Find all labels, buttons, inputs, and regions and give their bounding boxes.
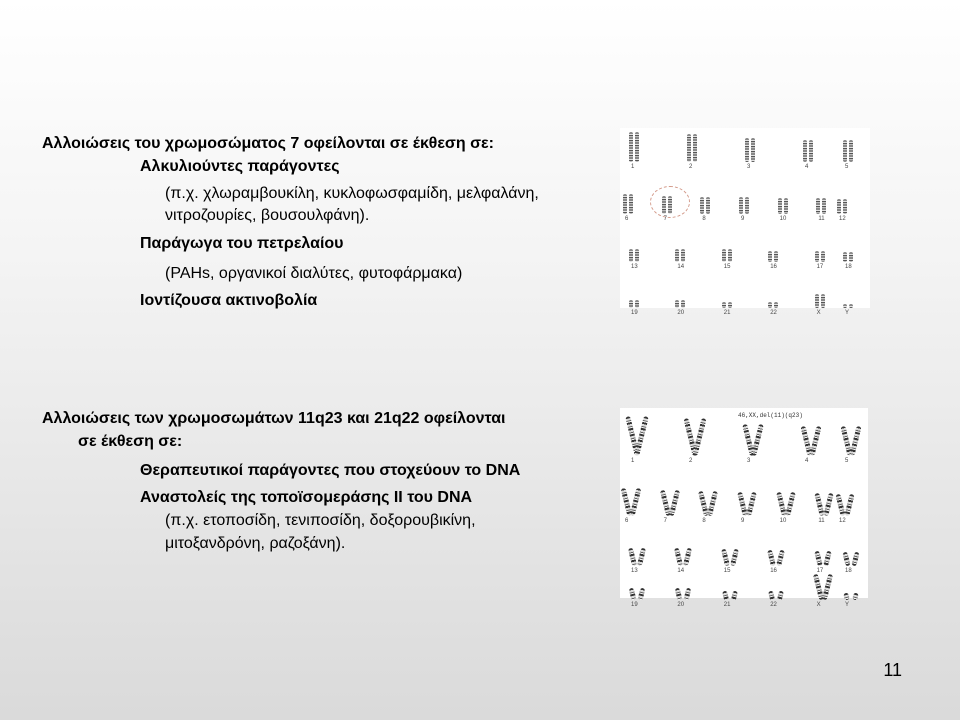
section1-item1-example-line1: (π.χ. χλωραμβουκίλη, κυκλοφωσφαμίδη, μελφαλάνη, xyxy=(165,185,539,202)
chromosome-pair xyxy=(836,184,848,222)
section2-item-dna-targeting: Θεραπευτικοί παράγοντες που στοχεύουν το DNA xyxy=(140,462,521,479)
chromosome-pair xyxy=(767,278,779,316)
chromosome xyxy=(681,249,685,262)
chromosome-pair xyxy=(674,278,686,316)
chromosome-pair xyxy=(836,476,854,524)
chromosome xyxy=(731,591,738,601)
chromosome xyxy=(669,490,680,516)
chromosome-pair xyxy=(814,560,832,608)
chromosome xyxy=(843,252,847,262)
chromosome xyxy=(778,198,782,214)
chromosome xyxy=(638,588,646,601)
chromosome xyxy=(751,138,755,162)
chromosome-pair xyxy=(661,184,673,222)
chromosome-number-label: 15 xyxy=(723,568,731,574)
chromosome-number-label: 1 xyxy=(631,164,635,170)
chromosome xyxy=(843,140,847,162)
chromosome-number-label: 14 xyxy=(677,264,685,270)
chromosome-number-label: 1 xyxy=(631,458,635,464)
chromosome-pair xyxy=(842,232,854,270)
karyotype-chromosome7-image xyxy=(620,128,870,316)
chromosome xyxy=(844,494,854,517)
chromosome-number-label: Y xyxy=(845,310,850,316)
chromosome-pair xyxy=(622,476,640,524)
chromosome-pair xyxy=(802,416,820,464)
chromosome xyxy=(843,199,847,214)
chromosome xyxy=(803,140,807,162)
chromosome xyxy=(849,140,853,162)
chromosome xyxy=(629,300,633,308)
chromosome-pair xyxy=(777,184,789,222)
chromosome-number-label: 7 xyxy=(663,216,667,222)
chromosome-pair xyxy=(744,416,762,464)
chromosome-number-label: 16 xyxy=(770,264,777,270)
chromosome xyxy=(809,426,821,456)
chromosome xyxy=(774,251,778,262)
chromosome xyxy=(852,592,859,600)
section1-item2-example: (PAHs, οργανικοί διαλύτες, φυτοφάρμακα) xyxy=(165,265,463,282)
chromosome xyxy=(700,197,704,214)
chromosome-pair xyxy=(738,184,750,222)
chromosome-number-label: 7 xyxy=(663,518,667,524)
chromosome-pair xyxy=(628,560,646,608)
chromosome-pair xyxy=(661,476,679,524)
chromosome xyxy=(635,249,639,262)
chromosome-number-label: 9 xyxy=(741,216,745,222)
chromosome xyxy=(849,426,861,456)
chromosome-pair xyxy=(628,278,640,316)
chromosome xyxy=(684,588,692,601)
chromosome-pair xyxy=(842,278,854,316)
section2-heading-line2: σε έκθεση σε: xyxy=(78,433,183,450)
chromosome-pair xyxy=(628,132,640,170)
chromosome-pair xyxy=(674,232,686,270)
chromosome-number-label: 6 xyxy=(625,216,629,222)
karyotype2-label: 46,XX,del(11)(q23) xyxy=(738,412,803,419)
chromosome xyxy=(837,199,841,214)
chromosome-pair xyxy=(699,476,717,524)
chromosome-pair xyxy=(622,184,634,222)
chromosome xyxy=(635,132,639,162)
chromosome xyxy=(629,588,637,601)
chromosome xyxy=(728,249,732,262)
chromosome xyxy=(630,488,642,516)
chromosome-number-label: 10 xyxy=(779,518,787,524)
page-number: 11 xyxy=(883,660,902,680)
chromosome xyxy=(692,418,706,456)
chromosome-pair xyxy=(767,232,779,270)
chromosome xyxy=(816,198,820,214)
chromosome-number-label: 22 xyxy=(770,602,777,608)
section2-example-line1: (π.χ. ετοποσίδη, τενιποσίδη, δοξορουβικίνη, xyxy=(165,512,476,529)
chromosome xyxy=(777,591,784,601)
chromosome xyxy=(822,198,826,214)
chromosome xyxy=(785,492,796,516)
chromosome-pair xyxy=(721,278,733,316)
chromosome-number-label: Y xyxy=(845,602,850,608)
chromosome-number-label: 16 xyxy=(770,568,777,574)
chromosome xyxy=(815,251,819,262)
chromosome xyxy=(662,196,666,214)
chromosome xyxy=(722,249,726,262)
chromosome-pair xyxy=(802,132,814,170)
chromosome-number-label: 8 xyxy=(702,216,706,222)
chromosome-pair xyxy=(744,132,756,170)
chromosome-pair xyxy=(699,184,711,222)
section1-heading: Αλλοιώσεις του χρωμοσώματος 7 οφείλονται σε έκθεση σε: xyxy=(42,135,494,152)
chromosome xyxy=(629,194,633,214)
chromosome-pair xyxy=(842,560,860,608)
karyotype-11q23-deletion-image xyxy=(620,408,868,608)
chromosome xyxy=(675,588,683,601)
chromosome-pair xyxy=(721,560,739,608)
chromosome xyxy=(751,424,764,456)
chromosome-number-label: X xyxy=(816,310,821,316)
chromosome-number-label: 21 xyxy=(723,602,731,608)
chromosome-number-label: 20 xyxy=(677,602,685,608)
chromosome-number-label: 2 xyxy=(689,164,693,170)
chromosome xyxy=(739,197,743,214)
chromosome xyxy=(821,251,825,262)
chromosome-number-label: 19 xyxy=(631,310,638,316)
chromosome xyxy=(722,302,726,308)
chromosome-number-label: 17 xyxy=(816,264,824,270)
chromosome xyxy=(784,198,788,214)
chromosome-pair xyxy=(842,416,860,464)
chromosome-number-label: 4 xyxy=(805,164,809,170)
chromosome-number-label: 6 xyxy=(625,518,629,524)
chromosome xyxy=(822,574,833,600)
chromosome-number-label: 2 xyxy=(689,458,693,464)
chromosome-pair xyxy=(686,416,704,464)
chromosome-pair xyxy=(686,132,698,170)
chromosome-number-label: 18 xyxy=(845,568,852,574)
chromosome-number-label: 12 xyxy=(839,518,846,524)
chromosome-number-label: 3 xyxy=(747,164,751,170)
section1-item-radiation: Ιοντίζουσα ακτινοβολία xyxy=(140,292,318,309)
chromosome xyxy=(849,304,853,308)
chromosome-number-label: 21 xyxy=(723,310,731,316)
chromosome-number-label: 19 xyxy=(631,602,638,608)
chromosome xyxy=(681,300,685,308)
chromosome xyxy=(728,302,732,308)
chromosome-pair xyxy=(815,476,833,524)
chromosome xyxy=(768,591,775,601)
chromosome xyxy=(821,294,825,308)
chromosome xyxy=(815,294,819,308)
chromosome xyxy=(635,300,639,308)
section1-item1-example-line2: νιτροζουρίες, βουσουλφάνη). xyxy=(165,207,370,224)
chromosome xyxy=(768,251,772,262)
chromosome xyxy=(675,249,679,262)
chromosome-number-label: 10 xyxy=(779,216,787,222)
chromosome-number-label: 14 xyxy=(677,568,685,574)
chromosome-number-label: 4 xyxy=(805,458,809,464)
chromosome-number-label: 5 xyxy=(845,164,849,170)
chromosome xyxy=(843,304,847,308)
chromosome xyxy=(843,592,850,600)
chromosome-number-label: 13 xyxy=(631,264,638,270)
chromosome-pair xyxy=(628,416,646,464)
section2-example-line2: μιτοξανδρόνη, ραζοξάνη). xyxy=(165,535,346,552)
chromosome-number-label: 8 xyxy=(702,518,706,524)
chromosome xyxy=(707,491,718,516)
section2-item-topoisomerase: Αναστολείς της τοποϊσομεράσης II του DNA xyxy=(140,489,473,506)
chromosome xyxy=(629,249,633,262)
chromosome-number-label: 15 xyxy=(723,264,731,270)
chromosome-number-label: 3 xyxy=(747,458,751,464)
chromosome xyxy=(746,492,757,516)
chromosome xyxy=(687,134,691,162)
chromosome-number-label: 18 xyxy=(845,264,852,270)
chromosome-number-label: X xyxy=(816,602,821,608)
chromosome xyxy=(745,197,749,214)
chromosome-number-label: 13 xyxy=(631,568,638,574)
chromosome-pair xyxy=(842,132,854,170)
chromosome-pair xyxy=(767,560,785,608)
chromosome-pair xyxy=(777,476,795,524)
chromosome-number-label: 17 xyxy=(816,568,824,574)
chromosome-pair xyxy=(814,232,826,270)
chromosome xyxy=(634,416,649,456)
chromosome-number-label: 5 xyxy=(845,458,849,464)
chromosome xyxy=(745,138,749,162)
chromosome-pair xyxy=(814,278,826,316)
chromosome xyxy=(774,302,778,308)
chromosome-number-label: 11 xyxy=(818,216,825,222)
chromosome xyxy=(668,196,672,214)
chromosome xyxy=(693,134,697,162)
chromosome-number-label: 22 xyxy=(770,310,777,316)
chromosome xyxy=(768,302,772,308)
chromosome xyxy=(629,132,633,162)
section1-item-petroleum: Παράγωγα του πετρελαίου xyxy=(140,235,344,252)
chromosome-pair xyxy=(738,476,756,524)
chromosome-number-label: 12 xyxy=(839,216,846,222)
chromosome xyxy=(623,194,627,214)
chromosome xyxy=(849,252,853,262)
chromosome-number-label: 20 xyxy=(677,310,685,316)
chromosome-pair xyxy=(628,232,640,270)
section1-item-alkylating: Αλκυλιούντες παράγοντες xyxy=(140,158,340,175)
chromosome xyxy=(722,591,729,601)
chromosome xyxy=(824,493,834,517)
chromosome-number-label: 9 xyxy=(741,518,745,524)
chromosome-pair xyxy=(674,560,692,608)
chromosome xyxy=(706,197,710,214)
chromosome xyxy=(675,300,679,308)
chromosome-pair xyxy=(815,184,827,222)
section2-heading-line1: Αλλοιώσεις των χρωμοσωμάτων 11q23 και 21q22 οφείλονται xyxy=(42,410,506,427)
chromosome xyxy=(809,140,813,162)
chromosome-pair xyxy=(721,232,733,270)
chromosome-number-label: 11 xyxy=(818,518,825,524)
